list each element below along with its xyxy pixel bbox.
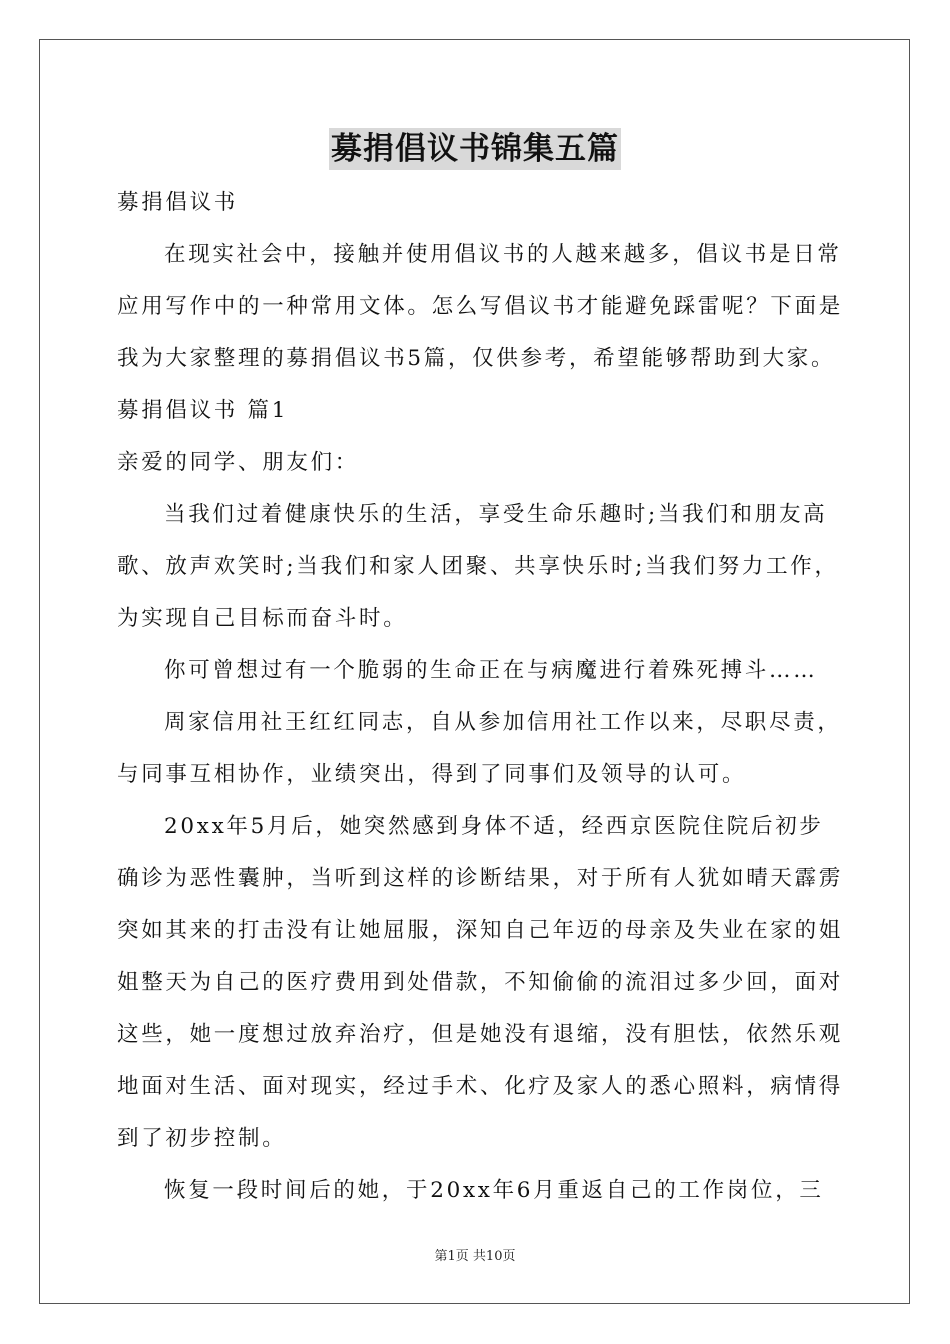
text-line: 地面对生活、面对现实，经过手术、化疗及家人的悉心照料，病情得 (117, 1074, 844, 1099)
text-line: 这些，她一度想过放弃治疗，但是她没有退缩，没有胆怯，依然乐观 (117, 1022, 844, 1047)
text-line: 歌、放声欢笑时;当我们和家人团聚、共享快乐时;当我们努力工作， (117, 554, 839, 579)
document-body (117, 177, 844, 1217)
page-footer: 第1页 共10页 (434, 1249, 516, 1264)
text-line: 突如其来的打击没有让她屈服，深知自己年迈的母亲及失业在家的姐 (117, 918, 844, 943)
text-line: 募捐倡议书 (117, 190, 239, 215)
text-line: 20xx年5月后，她突然感到身体不适，经西京医院住院后初步 (164, 814, 824, 839)
text-line: 到了初步控制。 (117, 1126, 287, 1151)
text-line: 我为大家整理的募捐倡议书5篇，仅供参考，希望能够帮助到大家。 (117, 346, 836, 371)
text-line: 募捐倡议书 篇1 (117, 398, 289, 423)
text-line: 确诊为恶性囊肿，当听到这样的诊断结果，对于所有人犹如晴天霹雳 (117, 866, 844, 891)
text-line: 恢复一段时间后的她，于20xx年6月重返自己的工作岗位，三 (164, 1178, 824, 1203)
text-line: 姐整天为自己的医疗费用到处借款，不知偷偷的流泪过多少回，面对 (117, 970, 844, 995)
text-line: 周家信用社王红红同志，自从参加信用社工作以来，尽职尽责， (164, 710, 842, 735)
text-line: 为实现自己目标而奋斗时。 (117, 606, 408, 631)
text-line: 亲爱的同学、朋友们： (117, 450, 360, 475)
text-line: 在现实社会中，接触并使用倡议书的人越来越多，倡议书是日常 (164, 242, 842, 267)
document-title: 募捐倡议书锦集五篇 (329, 128, 621, 170)
title-container (0, 128, 950, 170)
text-line: 当我们过着健康快乐的生活，享受生命乐趣时;当我们和朋友高 (164, 502, 828, 527)
text-line: 应用写作中的一种常用文体。怎么写倡议书才能避免踩雷呢？下面是 (117, 294, 844, 319)
text-line: 与同事互相协作，业绩突出，得到了同事们及领导的认可。 (117, 762, 747, 787)
text-line: 你可曾想过有一个脆弱的生命正在与病魔进行着殊死搏斗…… (164, 658, 818, 683)
